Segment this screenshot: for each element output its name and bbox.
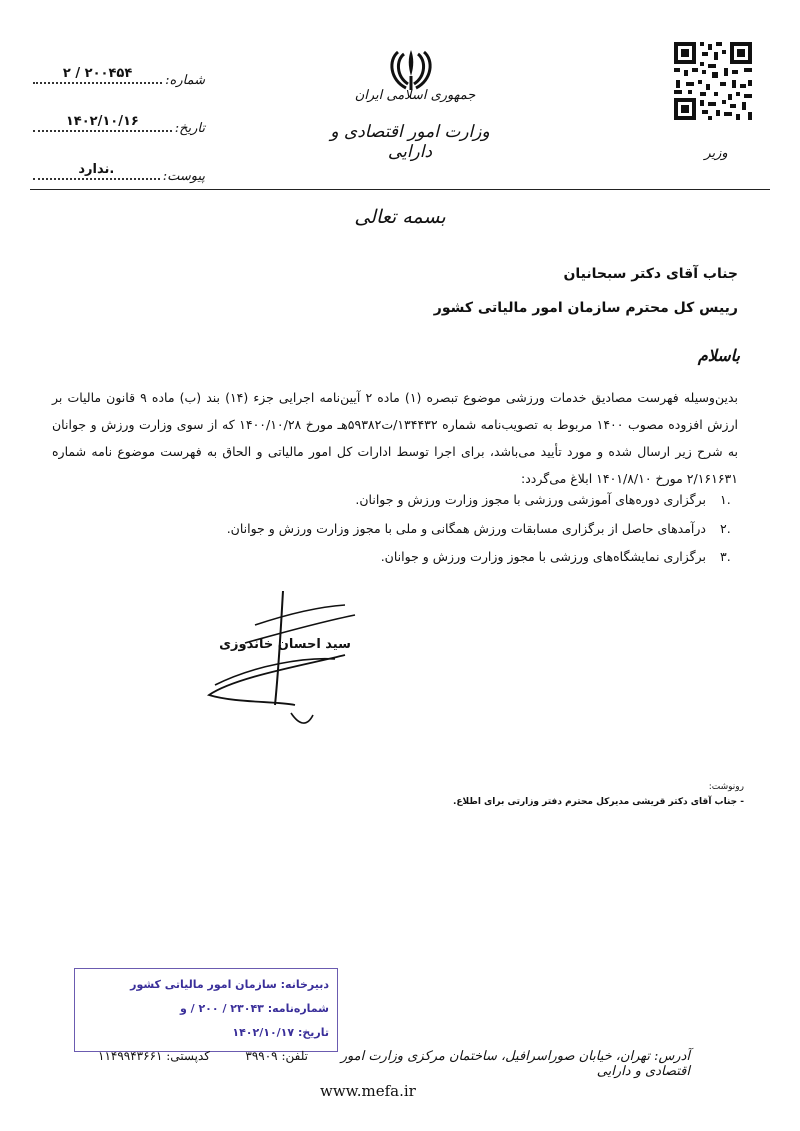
footer-phone: تلفن: ۳۹۹۰۹ — [245, 1049, 308, 1063]
list-item — [60, 515, 738, 544]
letter-number-label: شماره: — [165, 73, 205, 88]
item-text: برگزاری نمایشگاه‌های ورزشی با مجوز وزارت ورزش و جوانان. — [380, 549, 706, 564]
footer-address: آدرس: تهران، خیابان صوراسرافیل، ساختمان مرکزی وزارت امور اقتصادی و دارایی — [340, 1049, 690, 1079]
letter-body: بدین‌وسیله فهرست مصادیق خدمات ورزشی موضوع تبصره (۱) ماده ۲ آیین‌نامه اجرایی جزء (۱۴) بند (ب) ماده ۹ قانون مالیات بر ارزش افزوده مصوب ۱۴۰۰ مربوط به تصویب‌نامه شماره ۱۳۴۴۳۲/ت۵۹۳۸۲هـ مورخ ۱۴۰۰/۱۰/۲۸ که از سوی وزارت ورزش و جوانان به شرح زیر ارسال شده و مورد تأیید می‌باشد، برای اجرا توسط ادارات کل امور مالیاتی و الحاق به فهرست موضوع نامه شماره ۲/۱۶۱۶۳۱ مورخ ۱۴۰۱/۸/۱۰ ابلاغ می‌گردد: — [52, 390, 739, 486]
cc-text: - جناب آقای دکتر قریشی مدیرکل محترم دفتر وزارتی برای اطلاع. — [452, 797, 744, 807]
list-item — [60, 486, 738, 515]
item-list — [60, 486, 738, 572]
greeting: باسلام — [697, 346, 740, 365]
stamp-line-number: شماره‌نامه: ۲۳۰۴۳ / ۲۰۰ / و — [179, 1002, 329, 1015]
handwritten-signature — [195, 585, 375, 745]
cc-label: رونوشت: — [708, 782, 744, 792]
ministry-caption: وزارت امور اقتصادی و دارایی — [330, 122, 490, 162]
republic-caption: جمهوری اسلامی ایران — [354, 88, 476, 103]
attachment-label: پیوست: — [162, 169, 205, 184]
letter-date-label: تاریخ: — [174, 121, 205, 136]
minister-caption: وزیر — [704, 146, 728, 161]
signer-name: سید احسان خاندوزی — [219, 637, 351, 652]
recipient-name: جناب آقای دکتر سبحانیان — [563, 266, 738, 282]
website-link[interactable]: www.mefa.ir — [320, 1082, 416, 1100]
stamp-line-office: دبیرخانه: سازمان امور مالیاتی کشور — [130, 978, 329, 991]
qr-code-icon — [672, 40, 754, 122]
attachment-row — [30, 162, 205, 184]
stamp-line-date: تاریخ: ۱۴۰۲/۱۰/۱۷ — [232, 1026, 329, 1039]
letter-date-row — [30, 114, 205, 136]
item-text: برگزاری دوره‌های آموزشی ورزشی با مجوز وزارت ورزش و جوانان. — [355, 492, 706, 507]
item-number: ۳. — [720, 549, 731, 564]
footer-postal-code: کدپستی: ۱۱۴۹۹۴۳۶۶۱ — [98, 1049, 210, 1063]
recipient-title: رییس کل محترم سازمان امور مالیاتی کشور — [433, 300, 738, 316]
item-text: درآمدهای حاصل از برگزاری مسابقات ورزش همگانی و ملی با مجوز وزارت ورزش و جوانان. — [226, 520, 706, 536]
secretariat-stamp — [74, 968, 338, 1052]
bismillah: بسمه تعالی — [354, 206, 446, 228]
iran-emblem-icon — [386, 46, 436, 92]
letter-number-row — [30, 66, 205, 88]
header-divider — [30, 189, 770, 190]
letter-date-value: ۱۴۰۲/۱۰/۱۶ — [65, 114, 139, 129]
item-number: ۲. — [720, 520, 731, 536]
list-item — [60, 543, 738, 572]
letter-number-value: ۲ / ۲۰۰۴۵۴ — [62, 66, 133, 81]
item-number: ۱. — [720, 492, 731, 507]
attachment-value: ندارد. — [78, 162, 115, 177]
